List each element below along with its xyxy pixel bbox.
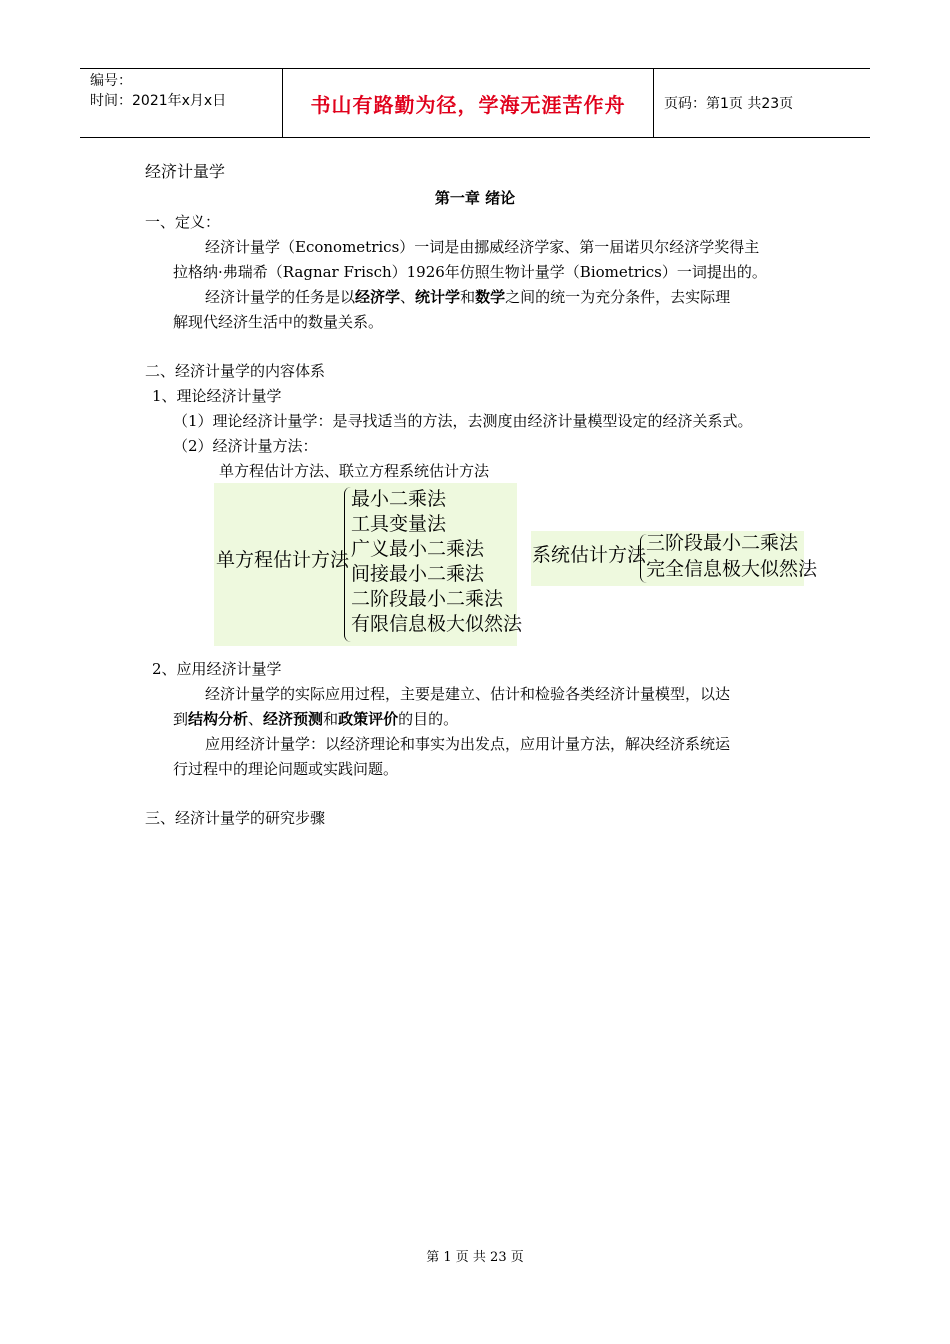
paragraph-2-line-1: 经济计量学的任务是以经济学、统计学和数学之间的统一为充分条件，去实际理 [205, 288, 731, 306]
header-page-info: 页码：第1页 共23页 [664, 96, 794, 112]
paragraph-1-line-1: 经济计量学（Econometrics）一词是由挪威经济学家、第一届诺贝尔经济学奖得主 [205, 238, 760, 256]
page-footer: 第 1 页 共 23 页 [426, 1250, 524, 1265]
paragraph-2-line-2: 解现代经济生活中的数量关系。 [173, 313, 384, 331]
paragraph-3-line-2: 到结构分析、经济预测和政策评价的目的。 [173, 710, 459, 728]
header-motto: 书山有路勤为径，学海无涯苦作舟 [282, 69, 654, 137]
serial-label: 编号： [90, 73, 132, 89]
paragraph-3-line-1: 经济计量学的实际应用过程，主要是建立、估计和检验各类经济计量模型，以达 [205, 685, 731, 703]
list-item-2: （2）经济计量方法： [173, 437, 318, 455]
subject-title: 经济计量学 [145, 162, 226, 181]
subsection-2: 2、应用经济计量学 [152, 660, 282, 678]
paragraph-4-line-1: 应用经济计量学：以经济理论和事实为出发点，应用计量方法，解决经济系统运 [205, 735, 731, 753]
document-header [80, 68, 870, 138]
section-heading-3: 三、经济计量学的研究步骤 [145, 809, 326, 827]
bold-term: 经济预测 [263, 710, 324, 728]
list-item-1: （1）理论经济计量学：是寻找适当的方法，去测度由经济计量模型设定的经济关系式。 [173, 412, 753, 430]
bold-term: 统计学 [415, 288, 461, 306]
system-equation-label: 系统估计方法 [532, 544, 647, 566]
bold-term: 结构分析 [188, 710, 249, 728]
paragraph-1-line-2: 拉格纳·弗瑞希（Ragnar Frisch）1926年仿照生物计量学（Biometrics）一词提出的。 [173, 263, 767, 281]
bold-term: 经济学 [355, 288, 401, 306]
methods-line: 单方程估计方法、联立方程系统估计方法 [219, 462, 490, 480]
time-label: 时间：2021年x月x日 [90, 93, 227, 109]
method-item: 完全信息极大似然法 [646, 558, 818, 580]
method-item: 二阶段最小二乘法 [351, 588, 504, 610]
section-heading-1: 一、定义： [145, 213, 221, 231]
single-equation-diagram [214, 483, 523, 646]
bold-term: 政策评价 [338, 710, 399, 728]
header-meta [80, 69, 282, 137]
brace-icon [344, 487, 351, 642]
single-equation-label: 单方程估计方法 [216, 549, 350, 571]
method-item: 间接最小二乘法 [351, 563, 485, 585]
bold-term: 数学 [475, 288, 506, 306]
method-item: 最小二乘法 [351, 488, 447, 510]
method-item: 广义最小二乘法 [351, 538, 485, 560]
method-item: 三阶段最小二乘法 [646, 532, 799, 554]
system-equation-diagram [531, 531, 818, 586]
method-item: 工具变量法 [351, 513, 447, 535]
section-heading-2: 二、经济计量学的内容体系 [145, 362, 326, 380]
subsection-1: 1、理论经济计量学 [152, 387, 282, 405]
chapter-title: 第一章 绪论 [434, 189, 516, 207]
method-item: 有限信息极大似然法 [351, 613, 523, 635]
paragraph-4-line-2: 行过程中的理论问题或实践问题。 [173, 760, 399, 778]
